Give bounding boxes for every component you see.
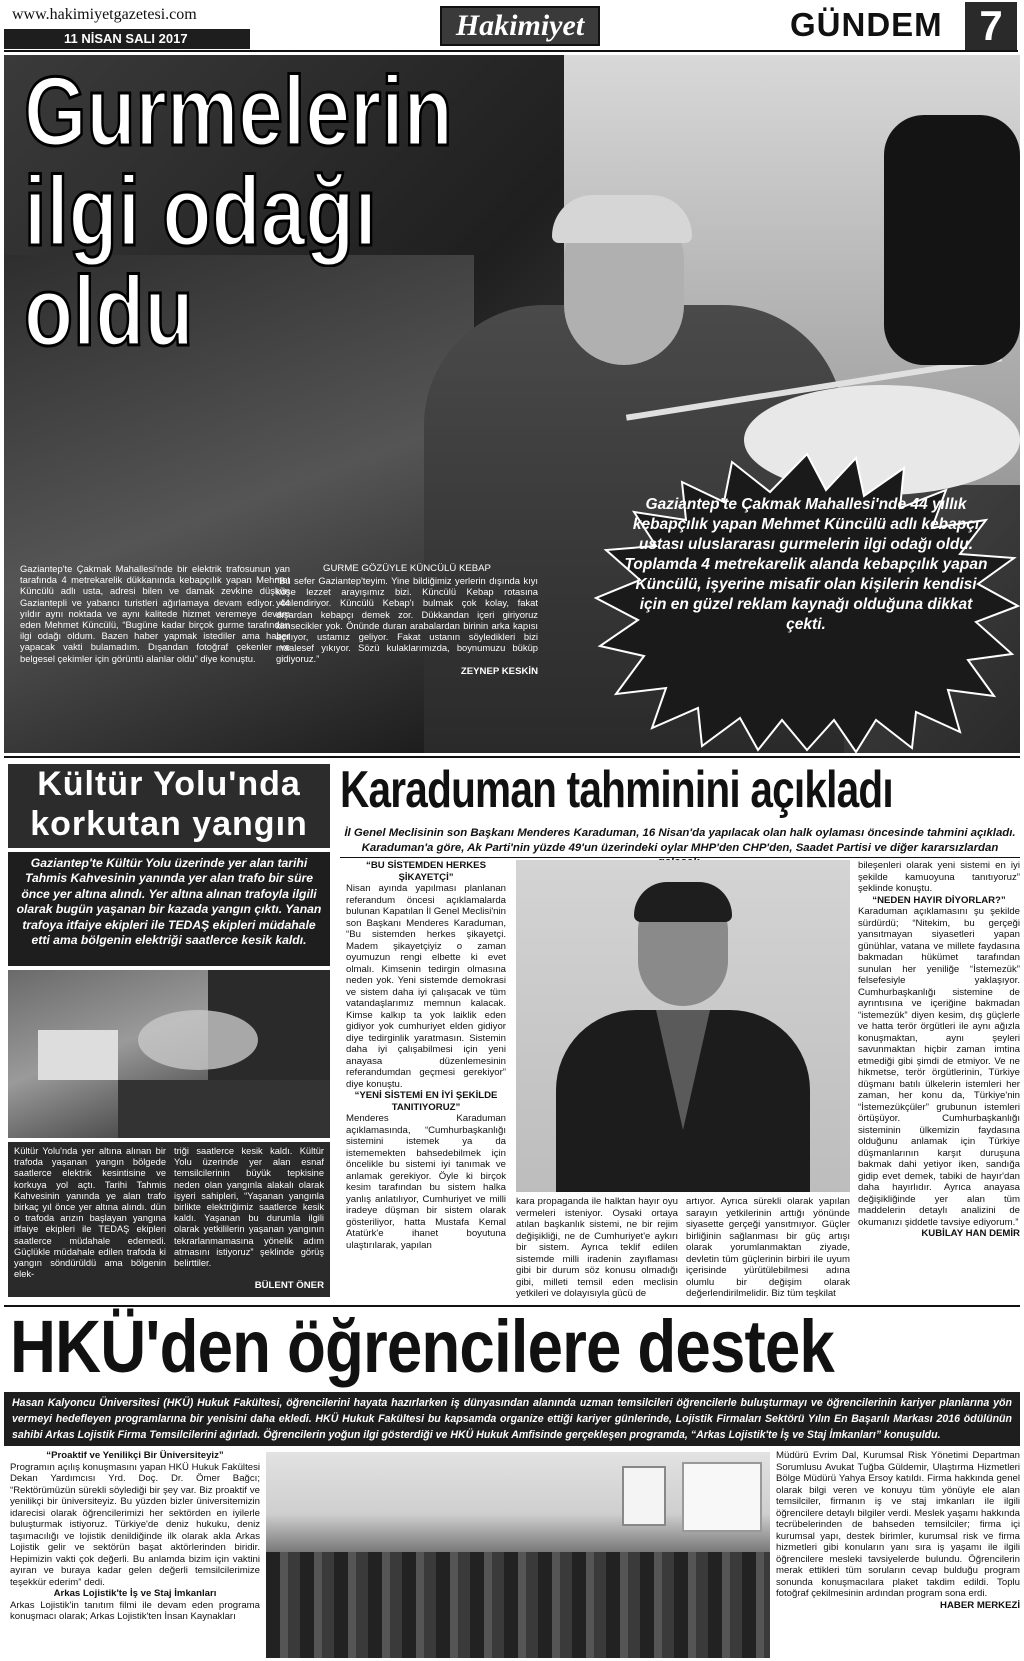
top-story-photo: [4, 55, 1020, 753]
fire-col-2: triği saatlerce kesik kaldı. Kültür Yolu üzerinde yer alan esnaf temsilcilerinin büyük tepkisine neden olan yangınla alakalı olarak işyeri sahipleri, “Yaşanan yangınla birlikte elektriğimiz saatlerce kesik kaldı. Yaşanan bu durumla ilgili olarak yetkililerin yaşanan yangının tekrarlanmamasına yönelik adım atmasını istiyoruz” şeklinde görüş belirttiler.: [174, 1146, 324, 1269]
karaduman-sub-1: “BU SİSTEMDEN HERKES ŞİKAYETÇİ”: [366, 860, 486, 883]
fire-photo-truck: [38, 1030, 118, 1080]
page-number-box: [965, 2, 1017, 50]
hku-col-2: [776, 1450, 1020, 1658]
karaduman-col-4: [858, 860, 1020, 1300]
karaduman-col-1a: Nisan ayında yapılması planlanan referandum öncesi açıklamalarda bulunan Kapatılan İl Genel Meclisi'nin son Başkanı Menderes Karaduman, “Bu sistemden herkes şikayetçi. Madem şikayetçiyiz o zaman oyumuzun rengi elbette ki evet olmalı. Kimsenin tedirgin olmasına neden yok. Yeni sistemde demokrasi ve sistem daha iyi çalışacak ve tüm vatandaşlarımız memnun kalacak. Kimse kalkıp ta yok laiklik eden gidiyor yok cumhuriyet elden gidiyor diye tedirginlik yaratmasın. Sistemin daha iyi çalışabilmesi için yeni anayasa düzenlemesinin referandumdan geçmesi gerekiyor” diye konuştu.: [346, 883, 506, 1090]
starburst-text: Gaziantep'te Çakmak Mahallesi'nde 44 yıllık kebapçılık yapan Mehmet Küncülü adlı kebapçı ustası uluslararası gurmelerin ilgi odağı oldu. Toplamda 4 metrekarelik alanda kebapçılık yapan Küncülü, işyerine misafir olan kişilerin kendisi için en güzel reklam kaynağı olduğuna dikkat çekti.: [624, 496, 988, 633]
fire-headline-box: [8, 764, 330, 848]
top-headline-line-2: ilgi odağı: [24, 156, 377, 266]
karaduman-sub-2: “YENİ SİSTEMİ EN İYİ ŞEKİLDE TANITIYORUZ”: [354, 1090, 498, 1113]
hku-deck: Hasan Kalyoncu Üniversitesi (HKÜ) Hukuk Fakültesi, öğrencilerini hayata hazırlarken iş dünyasından alanında uzman temsilcileri öğrencilerle buluşturmayı ve öğrencilerinin kariyer planlarına yön vermeyi hedefleyen programlarına bir yenisini daha ekledi. HKÜ Hukuk Fakültesi bu kapsamda organize ettiği kariyer günlerinde, Lojistik Firmaları Sektörü Yılın En Başarılı Markası 2016 ödülünün sahibi Arkas Lojistik Firma Temsilcilerini ağırladı. Öğrencilerin yoğun ilgi gösterdiği ve HKÜ Hukuk Amfisinde gerçekleşen programda, “Arkas Lojistik'te İş ve Staj İmkanları” konuşuldu.: [12, 1397, 1012, 1441]
top-headline: [24, 56, 584, 366]
photo-bag: [884, 115, 1020, 365]
karaduman-portrait: [516, 860, 850, 1192]
karaduman-sub-3: “NEDEN HAYIR DİYORLAR?”: [872, 894, 1006, 906]
fire-text-box: [8, 1142, 330, 1297]
issue-date: 11 NİSAN SALI 2017: [64, 31, 188, 46]
top-col-2-text: “Bu sefer Gaziantep'teyim. Yine bildiğimiz yerlerin dışında kıyı köşe lezzet arayışımız bizi. Küncülü Kebap rotasına yönlendiriyor. Küncülü Kebap'ı bulmak çok kolay, fakat dışardan kebapçı demek zor. Dükkandan içeri giriyoruz kimsecikler yok. Önünde duran arabalardan birinin arka kapısı açılıyor, ustamız geliyor. Fakat ustanın söyledikleri bizi maalesef yıkıyor. Sözü kulaklarımızda, boynumuzu büküp gidiyoruz.”: [276, 575, 538, 665]
top-col-2: [276, 563, 538, 748]
hku-col-1a: Programın açılış konuşmasını yapan HKÜ Hukuk Fakültesi Dekan Yardımcısı Yrd. Doç. Dr. Ömer Bağcı; “Rektörümüzün sürekli söylediği bir şey var. Biz proaktif ve yenilikçi bir üniversiteyiz. Bu yüzden bizler üniversitemizin idarecisi olarak öğrencilerimizi her sektörden en iyilerle buluşturmak istiyoruz. Türkiye'de deniz hukuku, deniz taşımacılığı ve lojistik denildiğinde ilk olarak akla Arkas Lojistik gelir ve sektörün başat aktörlerinden biridir. Hepimizin vakti çok değerli. Bu anlamda bizim için vaktini ayıran ve buraya kadar gelen değerli temsilcilerimize teşekkür ederim” dedi.: [10, 1461, 260, 1588]
hku-sub-1: “Proaktif ve Yenilikçi Bir Üniversiteyiz”: [46, 1450, 224, 1461]
top-col-1-text: Gaziantep'te Çakmak Mahallesi'nde bir elektrik trafosunun yan tarafında 4 metrekarelik dükkanında kebapçılık yapan Mehmet Küncülü adlı usta, adresi bilen ve damak zevkine düşkün Gaziantepli ve yabancı turistleri ağırlamaya devam ediyor. 44 yıldır aynı noktada ve aynı kalitede hizmet veremeye devam eden Mehmet Küncülü, “Bugüne kadar birçok gurme tarafından ilgi odağı oldum. Bazen haber yapmak istediler ama haber yapacak vakti bulamadım. Dışandan fotoğraf çekenler ve belgesel çekimler için görüntü alanlar oldu” diye konuştu.: [20, 563, 290, 664]
logo: [440, 6, 600, 46]
fire-summary: Gaziantep'te Kültür Yolu üzerinde yer alan tarihi Tahmis Kahvesinin yanında yer alan trafo bir süre önce yer altına alındı. Yer altına alınan trafoyla ilgili olarak bugün yaşanan bir kazada yangın çıktı. Yanan trafoya itfaiye ekipleri ile TEDAŞ ekipleri müdahale etti ama bölgenin elektriği saatlerce kesik kaldı.: [16, 856, 322, 948]
karaduman-col-1: [346, 860, 506, 1300]
karaduman-deck: İl Genel Meclisinin son Başkanı Menderes Karaduman, 16 Nisan'da yapılacak olan halk oylaması öncesinde tahmini açıkladı. Karaduman'a göre, Ak Parti'nin yüzde 49'un üzerindeki oylar MHP'den CHP'den, Saadet Partisi ve diğer kararsızlardan: [344, 827, 1016, 854]
hku-photo: [266, 1452, 770, 1658]
hku-col-2-text: Müdürü Evrim Dal, Kurumsal Risk Yönetimi Departman Sorumlusu Avukat Tuğba Güldemir, Ulaştırma Hizmetleri Bölge Müdürü Yahya Ersoy katıldı. Firma hakkında genel olarak bilgi veren ve konuyu tüm yönüyle ele alan temsilciler, firmanın iş ve staj imkanları ile ilgili öğrencilere detaylı bilgiler verdi. Meslek yaşamı hakkında tecrübelerinden de bahseden temsilciler; firma içi kurumsal yapı, destek birimler, kurumsal risk ve firma hizmetleri gibi konuların yanı sıra iş yaşamı ile ilgili öğrencilere mesleki tavsiyelerde bulundu. Öğrencilerin merak ettikleri tüm soruların cevap bulduğu program sonunda konuşmacılara plaket takdim edildi. Toplu fotoğraf çekilmesinin ardından program sona erdi.: [776, 1450, 1020, 1599]
karaduman-headline: Karaduman tahminini açıkladı: [340, 761, 893, 819]
hku-deck-box: [4, 1392, 1020, 1446]
karaduman-author: KUBİLAY HAN DEMİR: [921, 1228, 1020, 1239]
fire-headline-line-2: korkutan yangın: [30, 805, 308, 843]
top-headline-line-1: Gurmelerin: [24, 56, 453, 166]
header-rule: [4, 50, 1018, 52]
website-url[interactable]: www.hakimiyetgazetesi.com: [12, 6, 197, 23]
logo-text: Hakimiyet: [455, 9, 585, 42]
fire-author: BÜLENT ÖNER: [254, 1280, 324, 1291]
header: [0, 0, 1024, 52]
karaduman-deck-rule: [340, 857, 1020, 858]
karaduman-col-4b: Karaduman açıklamasını şu şekilde sürdürdü; “Nitekim, bu gerçeği yansıtmayan siyasetleri yapan günühlar, vatana ve millete faydasına bakmadan hükümet tarafından sunulan her yeniliğe “İstemezük” felsefesiyle yaklaşıyor. Cumhurbaşkanlığı sistemine de ayrıntısına ve içeriğine bakmadan “istemezük” diyen kesim, dış güçlerle ve hatta terör örgütleri ile aynı ağızla konuşmaktan, aynı şeyleri savunmaktan hiçbir zaman imtina etmediği gibi şimdi de etmiyor. Ve ne hikmetse, terör örgütlerinin, Türkiye düşmanı batılı ülkelerin istemleri her zaman, her konu da, Türkiye'nin “İstemezükçüler” grubunun istemleri örtüşüyor. Cumhurbaşkanlığı sisteminin ülkemizin faydasına olduğunu anlamak için Türkiye düşmanlarının karşıt duruşuna bakmak dahi yetiyor iken, sandığa gidip evet demek, tabiki de hayır'dan daha hayırlıdır. Ayrıca anayasa değişikliğinde yer alan tüm maddelerin detaylı analizini de okumanızı şiddetle tavsiye ediyorum.”: [858, 906, 1020, 1228]
hku-col-1b: Arkas Lojistik'in tanıtım filmi ile devam eden programa konuşmacı olarak; Arkas Lojistik'ten İnsan Kaynakları: [10, 1599, 260, 1622]
top-col-2-heading: GURME GÖZÜYLE KÜNCÜLÜ KEBAP: [323, 563, 491, 574]
karaduman-col-1b: Menderes Karaduman açıklamasında, “Cumhurbaşkanlığı sistemini istemek ya da istememekten bahsedebilmek için öncelikle bu sistemi iyi tanımak ve anlamak gerekiyor. Öyle ki birçok kesim tarafından bu sistem halka yanlış anlatılıyor, Cumhuriyet ve milli iradeye düşman bir sistem olarak gösteriliyor, hatta Mustafa Kemal Atatürk'e ihanet boyutuna ulaştırılarak, yapılan: [346, 1113, 506, 1251]
top-col-1: [20, 563, 290, 748]
fire-photo-hedge: [118, 1080, 330, 1138]
date-bar: [4, 29, 250, 49]
hku-sub-2: Arkas Lojistik'te İş ve Staj İmkanları: [53, 1588, 217, 1599]
fire-photo: [8, 970, 330, 1138]
hku-headline: HKÜ'den öğrencilere destek: [10, 1305, 834, 1388]
hku-photo-audience: [266, 1552, 770, 1658]
karaduman-col-3: artıyor. Ayrıca sürekli olarak yapılan sarayın yetkilerinin arttığı yönünde siyasette gerçeği yansıtmıyor. Güçler birliğinin sağlanması bir güç artışı olarak yorumlanmaktan ziyade, devletin tüm güçlerinin birbiri ile uyum içerisinde yürütülebilmesi adına olumlu bir değişim olarak değerlendirilmelidir. Biz tüm teşkilat: [686, 1196, 850, 1298]
page-number: 7: [979, 2, 1003, 49]
portrait-hair: [634, 882, 732, 922]
karaduman-col-2: kara propaganda ile halktan hayır oyu vermeleri isteniyor. Oysaki ortaya atılan başkanlık sistemi, ne bir rejim değişikliği, ne de Cumhuriyet'e aykırı bir sistem. Ayrıca teklif edilen sistemde milli iradenin zayıflaması gibi bir durum söz konusu olmadığı gibi, milleti temsil eden meclisin yetkileri ve dolayısıyla gücü de: [516, 1196, 678, 1298]
hku-photo-whiteboard: [682, 1462, 762, 1532]
fire-photo-smoke: [138, 1010, 258, 1070]
karaduman-col-4a: bileşenleri olarak yeni sistemi en iyi şekilde kamuoyuna tanıtıyoruz” şeklinde konuştu.: [858, 860, 1020, 894]
fire-col-1: Kültür Yolu'nda yer altına alınan bir trafoda yaşanan yangın bölgede saatlerce elektrik kesintisine ve korkuya yol açtı. Tarihi Tahmis Kahvesinin yanında ye alan trafo birkaç yıl önce yer altına alındı. dün o trafoda arızın başlayan yangına itfaiye ekipleri ile TEDAŞ ekipleri saatlerce müdahale edemedi. Güçlükle müdahale edilen trafoda ki yangın söndürüldü ama bölgenin elek-: [14, 1146, 166, 1280]
hku-author: HABER MERKEZİ: [940, 1599, 1020, 1611]
hku-photo-screen: [622, 1466, 666, 1526]
top-headline-line-3: oldu: [24, 256, 194, 366]
fire-headline-line-1: Kültür Yolu'nda: [37, 765, 301, 803]
section-title: GÜNDEM: [790, 6, 943, 43]
top-col-2-author: ZEYNEP KESKİN: [460, 665, 538, 677]
hku-col-1: [10, 1450, 260, 1658]
fire-summary-box: [8, 852, 330, 966]
